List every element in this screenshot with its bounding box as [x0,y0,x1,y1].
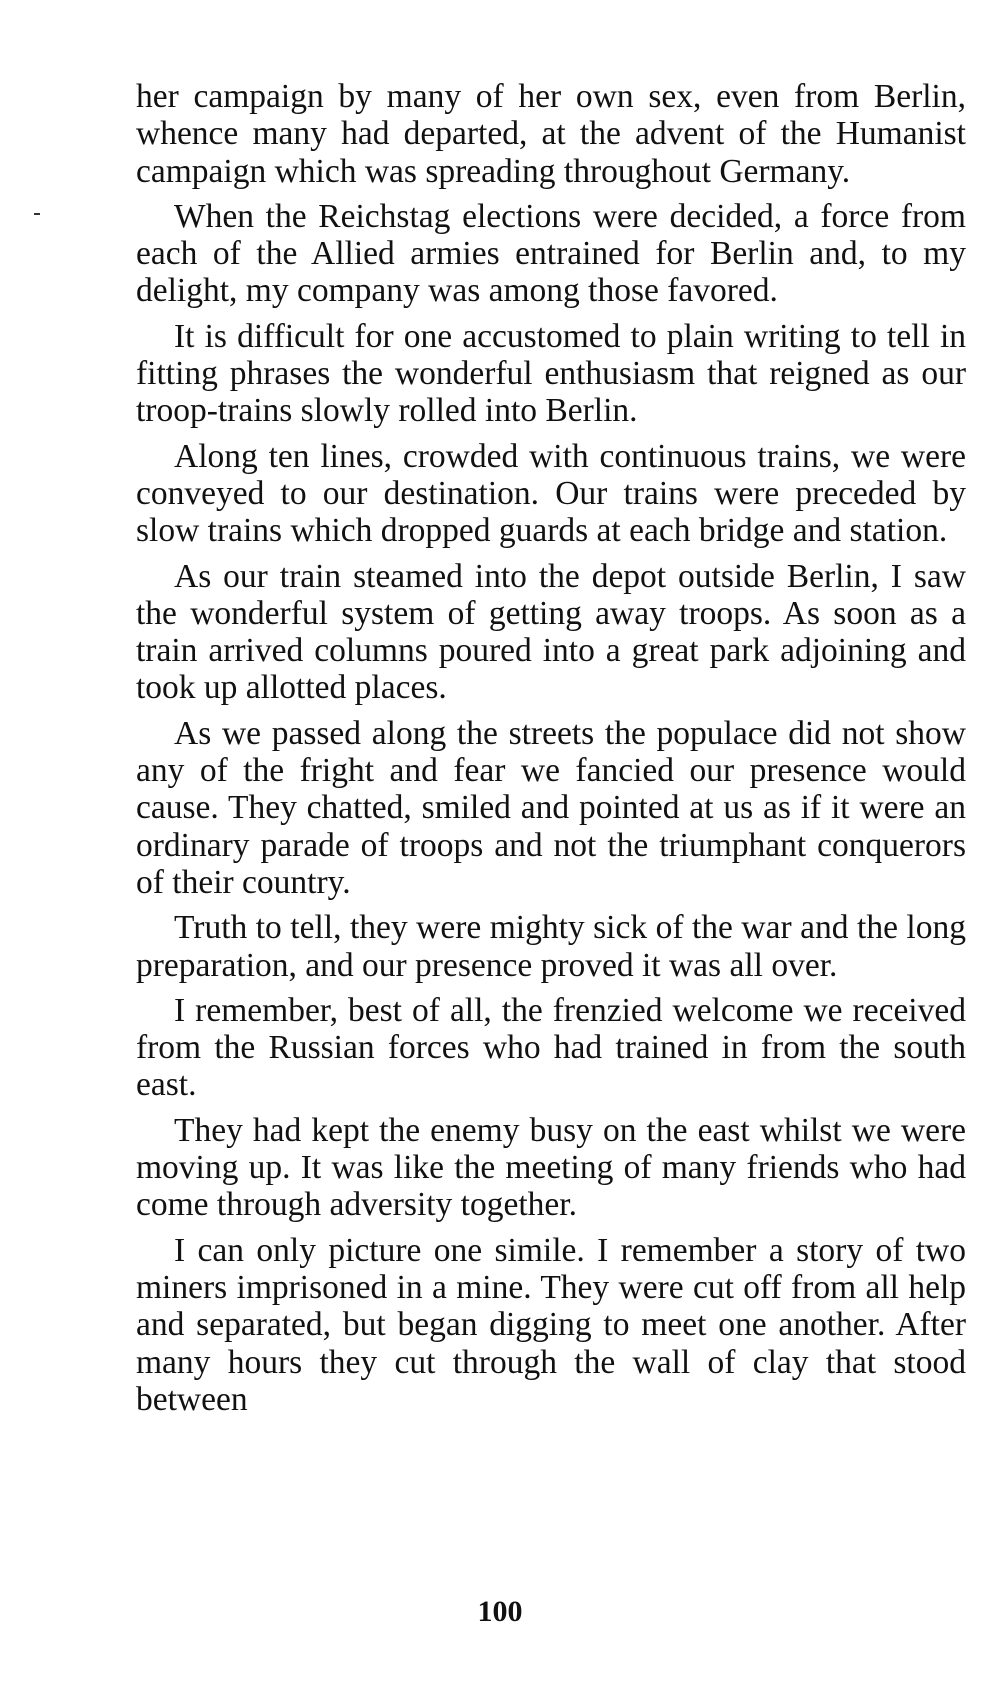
paragraph-8: I remember, best of all, the frenzied welcome we received from the Russian forces who had trained in from the south east. [136,991,966,1104]
paragraph-4: Along ten lines, crowded with continuous trains, we were conveyed to our destination. Our trains were preceded by slow trains which dropped guards at each bridge and station. [136,437,966,550]
paragraph-3: It is difficult for one accustomed to plain writing to tell in fitting phrases the wonderful enthusiasm that reigned as our troop-trains slowly rolled into Berlin. [136,317,966,430]
paragraph-5: As our train steamed into the depot outside Berlin, I saw the wonderful system of getting away troops. As soon as a train arrived columns poured into a great park adjoining and took up allotted places. [136,557,966,707]
page-number: 100 [477,1595,523,1628]
page-body [136,78,966,1426]
margin-mark [34,213,40,215]
paragraph-10: I can only picture one simile. I remember a story of two miners imprisoned in a mine. They were cut off from all help and separated, but began digging to meet one another. After many hours they cut through the wall of clay that stood between [136,1231,966,1418]
paragraph-2: When the Reichstag elections were decided, a force from each of the Allied armies entrained for Berlin and, to my delight, my company was among those favored. [136,197,966,310]
paragraph-7: Truth to tell, they were mighty sick of the war and the long preparation, and our presence proved it was all over. [136,909,966,984]
paragraph-6: As we passed along the streets the populace did not show any of the fright and fear we fancied our presence would cause. They chatted, smiled and pointed at us as if it were an ordinary parade of troops and not the triumphant conquerors of their country. [136,714,966,901]
paragraph-1: her campaign by many of her own sex, even from Berlin, whence many had departed, at the advent of the Humanist campaign which was spreading throughout Germany. [136,78,966,190]
paragraph-9: They had kept the enemy busy on the east whilst we were moving up. It was like the meeting of many friends who had come through adversity together. [136,1111,966,1224]
